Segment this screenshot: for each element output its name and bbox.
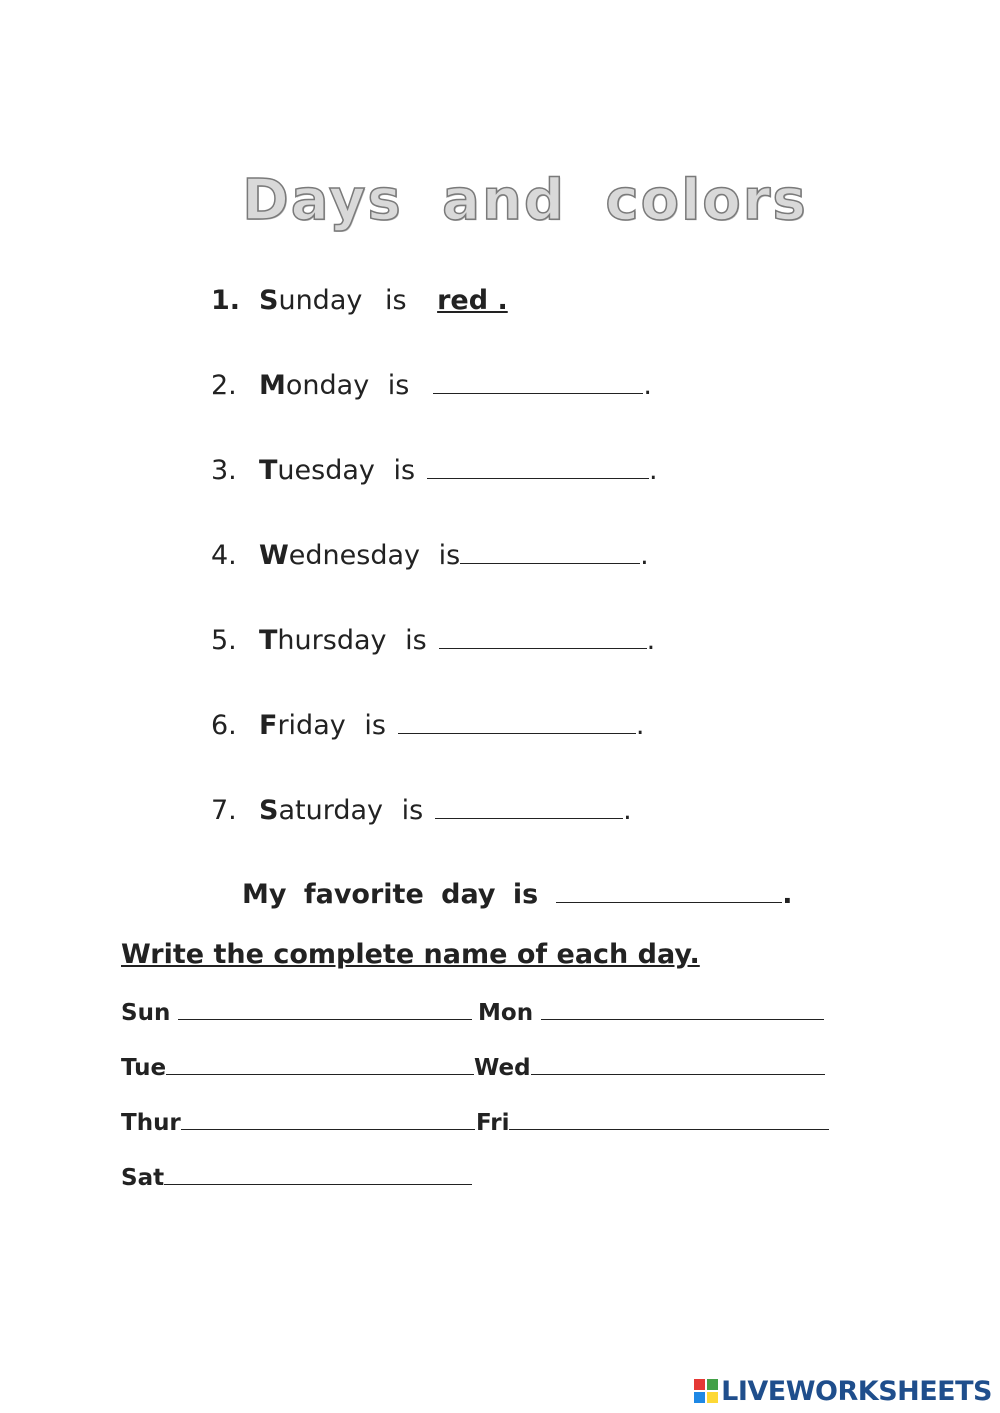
abbr-label: Sat	[121, 1165, 165, 1191]
day-rest: onday	[285, 370, 370, 401]
liveworksheets-logo	[694, 1376, 992, 1406]
item-is: is	[384, 285, 407, 316]
item-is: is	[405, 625, 427, 656]
favorite-day-blank[interactable]	[556, 878, 782, 903]
abbr-label: Thur	[121, 1110, 181, 1136]
worksheet-title: Days and colors	[242, 168, 808, 233]
abbr-label: Fri	[476, 1110, 510, 1136]
item-end: .	[643, 370, 652, 401]
abbr-blank[interactable]	[509, 1109, 829, 1130]
answer-blank[interactable]	[439, 624, 647, 649]
item-is: is	[387, 370, 410, 401]
logo-square	[694, 1392, 705, 1403]
day-rest: uesday	[277, 455, 375, 486]
item-end: .	[646, 625, 656, 656]
day-rest: aturday	[278, 795, 383, 826]
abbr-blank[interactable]	[181, 1109, 475, 1130]
day-initial: M	[259, 370, 286, 401]
item-is: is	[393, 455, 416, 486]
day-initial: W	[259, 540, 289, 571]
logo-squares-icon	[694, 1379, 718, 1403]
abbr-blank[interactable]	[178, 999, 472, 1020]
item-friday	[211, 709, 644, 743]
logo-text: LIVEWORKSHEETS	[721, 1375, 992, 1407]
abbr-sun	[121, 998, 472, 1028]
abbr-mon	[478, 998, 824, 1028]
abbr-label: Tue	[121, 1055, 167, 1081]
item-number: 5.	[211, 625, 237, 656]
day-initial: F	[259, 710, 278, 741]
item-is: is	[438, 540, 461, 571]
item-is: is	[364, 710, 386, 741]
abbr-fri	[476, 1108, 829, 1138]
day-initial: S	[259, 795, 279, 826]
answer-blank[interactable]	[427, 454, 649, 479]
day-rest: unday	[278, 285, 363, 316]
abbr-blank[interactable]	[531, 1054, 825, 1075]
item-number: 3.	[211, 455, 237, 486]
abbr-label: Wed	[474, 1055, 531, 1081]
logo-square	[694, 1379, 705, 1390]
abbr-blank[interactable]	[541, 999, 824, 1020]
abbr-sat	[121, 1163, 472, 1193]
item-monday	[211, 369, 652, 403]
abbr-label: Mon	[478, 1000, 534, 1026]
item-number: 2.	[211, 370, 237, 401]
item-tuesday	[211, 454, 658, 488]
logo-square	[707, 1379, 718, 1390]
item-number: 7.	[211, 795, 237, 826]
item-is: is	[401, 795, 424, 826]
abbr-thur	[121, 1108, 475, 1138]
answer-blank[interactable]	[398, 709, 636, 734]
item-wednesday	[211, 539, 649, 573]
item-answer: red .	[437, 285, 508, 316]
item-number: 1.	[211, 285, 241, 316]
item-sunday	[211, 284, 508, 318]
favorite-day-line	[242, 878, 792, 912]
item-saturday	[211, 794, 632, 828]
favorite-day-end: .	[782, 879, 793, 910]
answer-blank[interactable]	[460, 539, 640, 564]
favorite-day-text: My favorite day is	[242, 879, 539, 910]
abbr-label: Sun	[121, 1000, 171, 1026]
day-initial: T	[259, 455, 278, 486]
abbr-blank[interactable]	[164, 1164, 472, 1185]
day-initial: S	[259, 285, 279, 316]
day-rest: ednesday	[288, 540, 420, 571]
item-end: .	[640, 540, 649, 571]
item-end: .	[635, 710, 645, 741]
abbr-tue	[121, 1053, 474, 1083]
answer-blank[interactable]	[433, 369, 643, 394]
section-heading: Write the complete name of each day.	[121, 939, 700, 970]
item-end: .	[623, 795, 632, 826]
day-rest: riday	[277, 710, 346, 741]
item-number: 4.	[211, 540, 237, 571]
item-thursday	[211, 624, 655, 658]
answer-blank[interactable]	[435, 794, 623, 819]
item-end: .	[649, 455, 658, 486]
abbr-wed	[474, 1053, 825, 1083]
day-initial: T	[259, 625, 278, 656]
logo-square	[707, 1392, 718, 1403]
day-rest: hursday	[277, 625, 387, 656]
item-number: 6.	[211, 710, 237, 741]
abbr-blank[interactable]	[166, 1054, 474, 1075]
